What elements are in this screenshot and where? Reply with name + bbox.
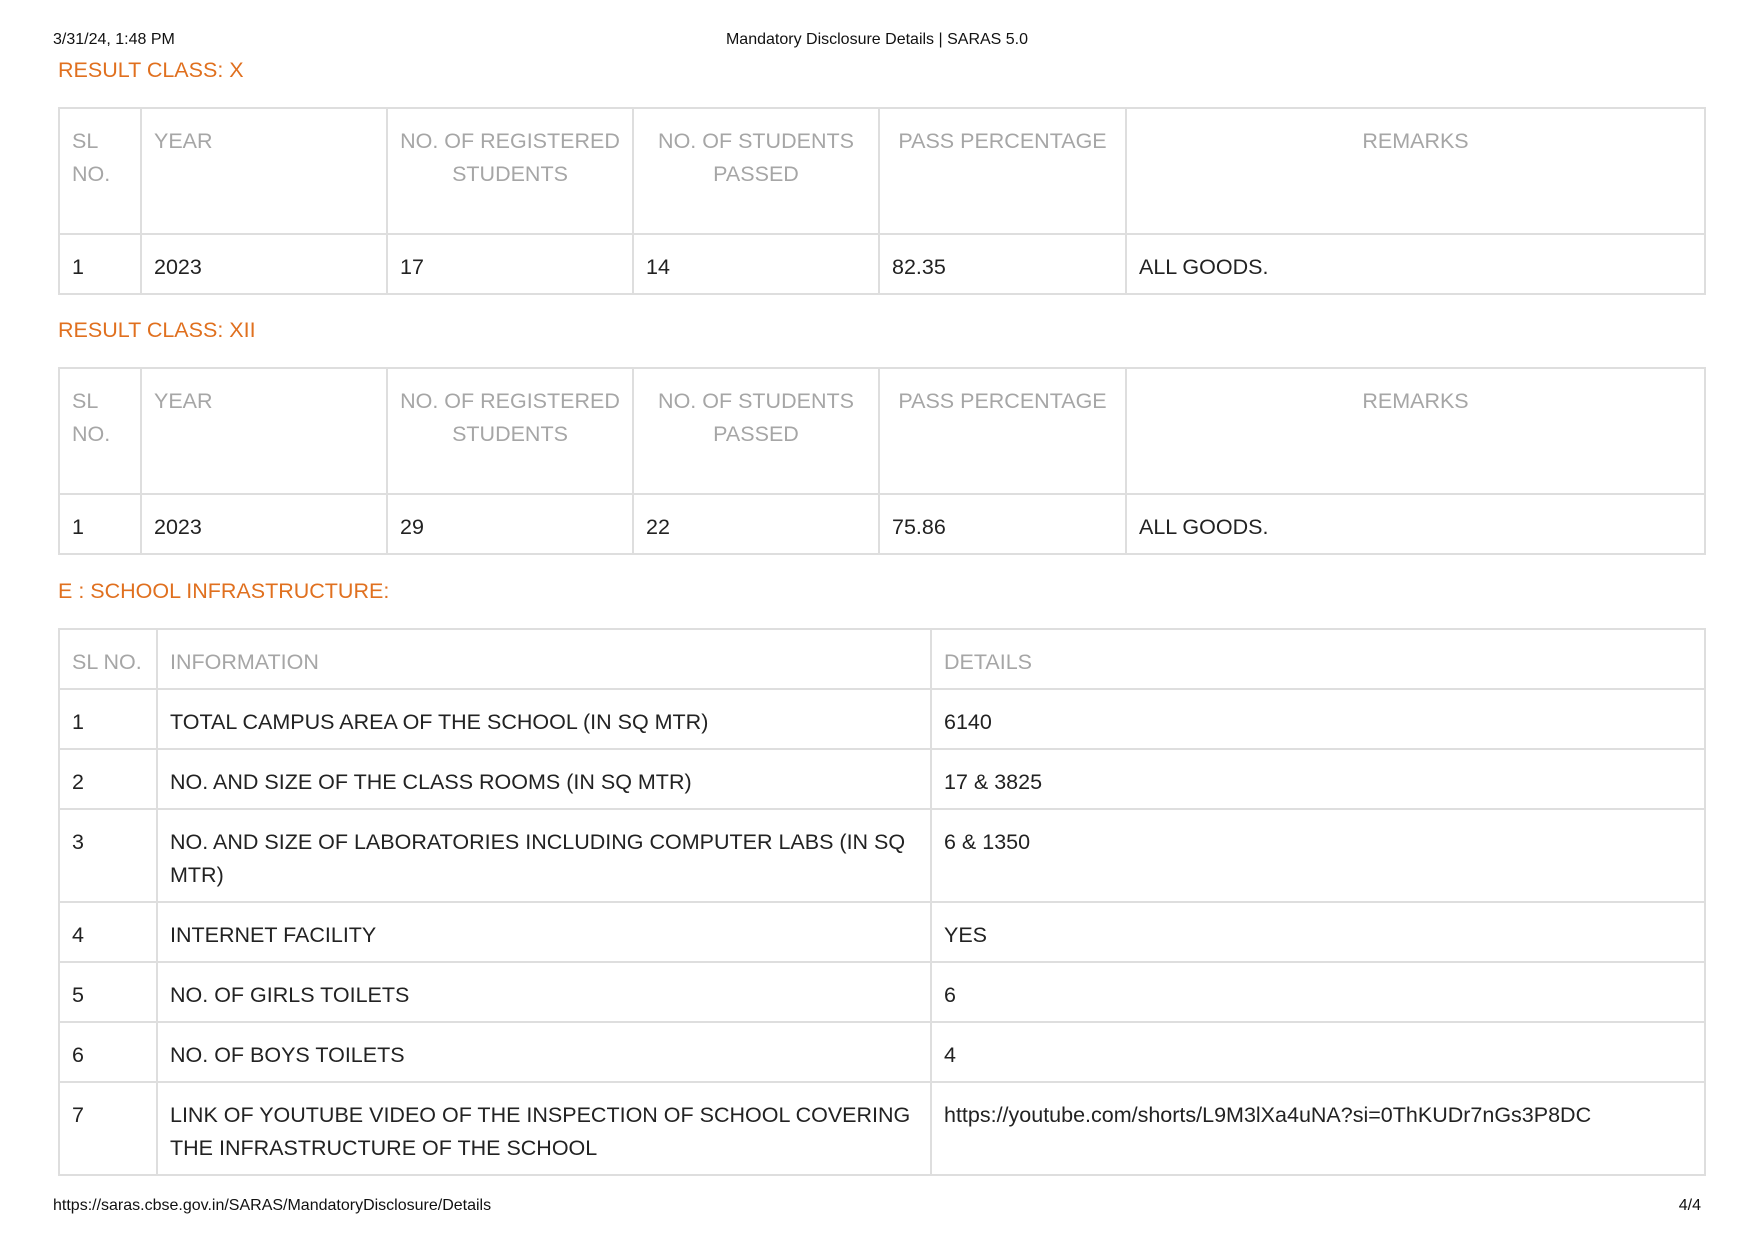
cell-pass-percentage: 75.86 [879,494,1126,554]
cell-details: 6140 [931,689,1705,749]
cell-sl-no: 1 [59,689,157,749]
print-date: 3/31/24, 1:48 PM [53,31,175,48]
cell-sl-no: 7 [59,1082,157,1175]
table-row [59,1082,1705,1175]
table-header-row [59,108,1705,234]
cell-sl-no: 4 [59,902,157,962]
col-registered-students: NO. OF REGISTERED STUDENTS [387,368,633,494]
infrastructure-table [58,628,1706,1176]
col-registered-students: NO. OF REGISTERED STUDENTS [387,108,633,234]
table-row [59,689,1705,749]
cell-registered: 29 [387,494,633,554]
col-students-passed: NO. OF STUDENTS PASSED [633,108,879,234]
col-sl-no: SL NO. [59,368,141,494]
cell-details: 17 & 3825 [931,749,1705,809]
table-header-row [59,368,1705,494]
cell-year: 2023 [141,234,387,294]
col-year: YEAR [141,108,387,234]
print-url: https://saras.cbse.gov.in/SARAS/MandatoryDisclosure/Details [53,1197,492,1214]
cell-details: YES [931,902,1705,962]
cell-registered: 17 [387,234,633,294]
cell-information: NO. AND SIZE OF LABORATORIES INCLUDING COMPUTER LABS (IN SQ MTR) [157,809,931,902]
result-class-xii-heading: RESULT CLASS: XII [58,318,256,342]
print-header [53,31,1701,51]
cell-details: 6 [931,962,1705,1022]
col-information: INFORMATION [157,629,931,689]
cell-remarks: ALL GOODS. [1126,494,1705,554]
cell-sl-no: 5 [59,962,157,1022]
table-row [59,809,1705,902]
cell-information: NO. OF GIRLS TOILETS [157,962,931,1022]
col-students-passed: NO. OF STUDENTS PASSED [633,368,879,494]
table-row [59,494,1705,554]
col-pass-percentage: PASS PERCENTAGE [879,108,1126,234]
result-class-x-table [58,107,1706,295]
cell-sl-no: 2 [59,749,157,809]
table-row [59,749,1705,809]
col-remarks: REMARKS [1126,368,1705,494]
table-row [59,902,1705,962]
cell-remarks: ALL GOODS. [1126,234,1705,294]
cell-information: LINK OF YOUTUBE VIDEO OF THE INSPECTION OF SCHOOL COVERING THE INFRASTRUCTURE OF THE SCHOOL [157,1082,931,1175]
table-header-row [59,629,1705,689]
table-row [59,1022,1705,1082]
cell-details: 4 [931,1022,1705,1082]
table-row [59,234,1705,294]
page-number: 4/4 [1678,1197,1701,1214]
cell-sl-no: 6 [59,1022,157,1082]
cell-pass-percentage: 82.35 [879,234,1126,294]
cell-passed: 14 [633,234,879,294]
table-row [59,962,1705,1022]
print-title: Mandatory Disclosure Details | SARAS 5.0 [725,31,1029,48]
cell-details-youtube-link[interactable]: https://youtube.com/shorts/L9M3lXa4uNA?si=0ThKUDr7nGs3P8DC [931,1082,1705,1175]
cell-information: TOTAL CAMPUS AREA OF THE SCHOOL (IN SQ MTR) [157,689,931,749]
cell-sl-no: 1 [59,494,141,554]
col-pass-percentage: PASS PERCENTAGE [879,368,1126,494]
col-year: YEAR [141,368,387,494]
col-details: DETAILS [931,629,1705,689]
infrastructure-heading: E : SCHOOL INFRASTRUCTURE: [58,579,390,603]
cell-information: NO. OF BOYS TOILETS [157,1022,931,1082]
col-remarks: REMARKS [1126,108,1705,234]
cell-passed: 22 [633,494,879,554]
result-class-x-heading: RESULT CLASS: X [58,58,244,82]
col-sl-no: SL NO. [59,108,141,234]
col-sl-no: SL NO. [59,629,157,689]
result-class-xii-table [58,367,1706,555]
cell-year: 2023 [141,494,387,554]
cell-information: NO. AND SIZE OF THE CLASS ROOMS (IN SQ MTR) [157,749,931,809]
cell-sl-no: 1 [59,234,141,294]
cell-information: INTERNET FACILITY [157,902,931,962]
cell-details: 6 & 1350 [931,809,1705,902]
cell-sl-no: 3 [59,809,157,902]
